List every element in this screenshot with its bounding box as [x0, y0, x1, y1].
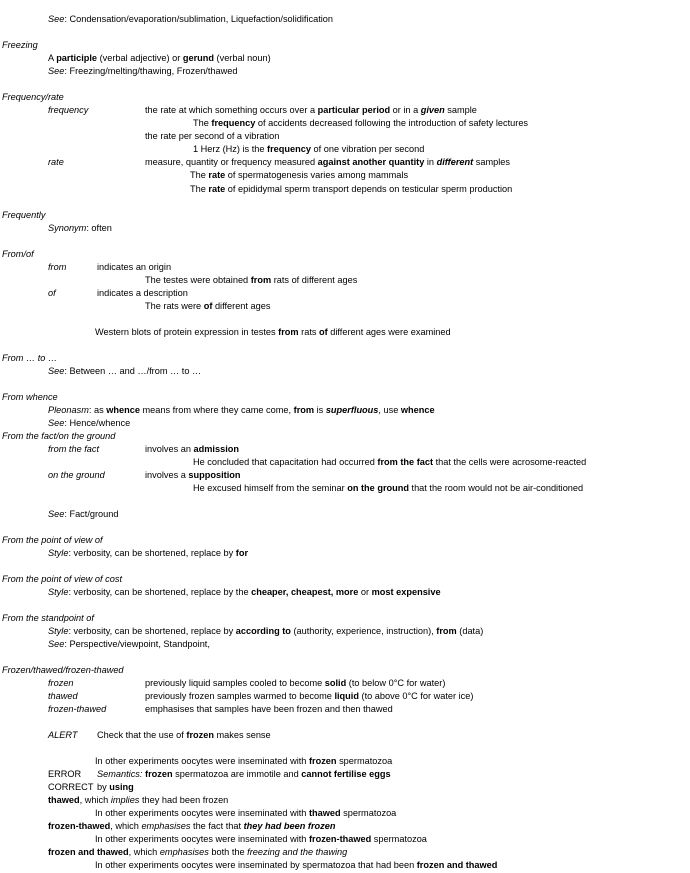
text-run: rats of different ages	[271, 275, 358, 285]
text-line	[145, 470, 240, 481]
text-run: Style	[48, 548, 69, 558]
text-line	[145, 691, 473, 702]
text-run: , use	[378, 405, 401, 415]
text-run: , which	[110, 821, 142, 831]
text-line	[2, 92, 64, 103]
text-run: against another quantity	[317, 157, 425, 167]
text-run: freezing and the thawing	[247, 847, 348, 857]
text-run: superfluous	[325, 405, 379, 415]
text-run: the rate per second of a vibration	[145, 131, 280, 141]
text-line	[48, 444, 99, 455]
text-run: : Fact/ground	[64, 509, 119, 519]
text-line	[48, 821, 335, 832]
text-run: cannot fertilise eggs	[301, 769, 391, 779]
text-run: spermatozoa	[336, 756, 393, 766]
text-run: spermatozoa are immotile and	[172, 769, 302, 779]
text-run: From … to …	[2, 353, 58, 363]
text-run: rats	[298, 327, 320, 337]
text-run: In other experiments oocytes were inseminated with	[95, 834, 309, 844]
text-run: previously liquid samples cooled to become	[145, 678, 325, 688]
text-line	[48, 795, 228, 806]
text-line	[145, 105, 477, 116]
text-line	[97, 730, 271, 741]
text-line	[193, 118, 528, 129]
text-run: from	[293, 405, 315, 415]
text-run: : Perspective/viewpoint, Standpoint,	[64, 639, 210, 649]
text-run: they had been frozen	[243, 821, 336, 831]
text-line	[48, 678, 74, 689]
text-run: Pleonasm	[48, 405, 89, 415]
text-run: , which	[79, 795, 111, 805]
text-line	[2, 613, 94, 624]
text-run: from the fact	[377, 457, 434, 467]
text-run: ERROR	[48, 769, 82, 779]
text-line	[48, 847, 347, 858]
text-run: indicates an origin	[97, 262, 172, 272]
text-run: different ages	[212, 301, 271, 311]
text-run: The	[190, 170, 209, 180]
text-run: Frequency/rate	[2, 92, 64, 102]
text-run: CORRECT	[48, 782, 94, 792]
text-run: The	[190, 184, 209, 194]
text-run: that the cells were acrosome-reacted	[433, 457, 587, 467]
text-run: involves an	[145, 444, 194, 454]
text-run: measure, quantity or frequency measured	[145, 157, 318, 167]
text-run: by	[97, 782, 110, 792]
text-line	[193, 144, 424, 155]
text-run: See	[48, 14, 65, 24]
text-run: : verbosity, can be shortened, replace by	[68, 548, 236, 558]
text-line	[2, 353, 57, 364]
text-run: different ages were examined	[327, 327, 451, 337]
text-run: sample	[444, 105, 477, 115]
text-line	[48, 626, 483, 637]
text-line	[145, 678, 445, 689]
text-run: particular period	[317, 105, 391, 115]
text-line	[145, 444, 239, 455]
text-line	[48, 509, 119, 520]
text-run: whence	[106, 405, 140, 415]
text-run: spermatozoa	[371, 834, 427, 844]
text-line	[48, 262, 66, 273]
text-run: different	[436, 157, 474, 167]
text-run: Semantics:	[97, 769, 143, 779]
text-line	[2, 665, 124, 676]
text-run: frozen and thawed	[48, 847, 129, 857]
text-run: emphasises	[141, 821, 191, 831]
text-run: frequency	[48, 105, 89, 115]
text-run: : often	[86, 223, 112, 233]
text-line	[145, 275, 357, 286]
text-run: solid	[324, 678, 347, 688]
text-run: ALERT	[48, 730, 78, 740]
text-line	[95, 860, 497, 871]
text-line	[48, 470, 105, 481]
text-run: From/of	[2, 249, 34, 259]
text-line	[97, 782, 134, 793]
text-run: frozen-thawed	[308, 834, 372, 844]
text-run: He excused himself from the seminar	[193, 483, 348, 493]
text-line	[95, 808, 396, 819]
text-line	[145, 157, 510, 168]
text-run: from	[436, 626, 457, 636]
text-line	[2, 392, 58, 403]
text-run: Western blots of protein expression in testes	[95, 327, 279, 337]
text-line	[48, 639, 210, 650]
text-line	[48, 105, 88, 116]
text-run: In other experiments oocytes were inseminated with	[95, 756, 309, 766]
text-run: or in a	[390, 105, 421, 115]
text-line	[190, 184, 512, 195]
text-run: A	[48, 53, 57, 63]
text-run: frozen-thawed	[48, 821, 111, 831]
text-run: : Hence/whence	[64, 418, 131, 428]
text-run: for	[235, 548, 249, 558]
text-line	[48, 288, 56, 299]
text-run: of epididymal sperm transport depends on testicular sperm production	[225, 184, 513, 194]
text-run: emphasises that samples have been frozen and then thawed	[145, 704, 393, 714]
text-run: on the ground	[48, 470, 105, 480]
text-run: frequency	[267, 144, 311, 154]
text-line	[2, 249, 34, 260]
text-run: the fact that	[190, 821, 244, 831]
text-run: thawed	[308, 808, 341, 818]
text-run: (to above 0°C for water ice)	[358, 691, 474, 701]
text-run: See	[48, 509, 65, 519]
text-run: the rate at which something occurs over a	[145, 105, 318, 115]
text-run: from	[278, 327, 299, 337]
text-run: From the standpoint of	[2, 613, 94, 623]
text-line	[97, 262, 171, 273]
text-line	[2, 210, 45, 221]
text-run: Synonym	[48, 223, 87, 233]
text-run: they had been frozen	[139, 795, 229, 805]
text-line	[97, 288, 188, 299]
text-run: frozen and thawed	[416, 860, 498, 870]
text-run: rate	[208, 170, 226, 180]
text-line	[48, 418, 130, 429]
text-line	[48, 157, 64, 168]
text-run: on the ground	[347, 483, 409, 493]
text-run: previously frozen samples warmed to become	[145, 691, 335, 701]
text-run: from	[250, 275, 272, 285]
text-run: participle	[56, 53, 98, 63]
text-run: rate	[48, 157, 64, 167]
text-run: indicates a description	[97, 288, 188, 298]
text-line	[48, 730, 77, 741]
text-line	[145, 131, 279, 142]
text-run: From the point of view of cost	[2, 574, 122, 584]
text-run: cheaper, cheapest, more	[251, 587, 359, 597]
text-line	[97, 769, 391, 780]
text-run: 1 Herz (Hz) is the	[193, 144, 268, 154]
text-run: He concluded that capacitation had occurred	[193, 457, 378, 467]
text-run: spermatozoa	[340, 808, 397, 818]
text-run: Frequently	[2, 210, 46, 220]
text-run: thawed	[48, 691, 78, 701]
text-run: means from where they came come,	[139, 405, 294, 415]
text-run: From the fact/on the ground	[2, 431, 116, 441]
text-run: is	[314, 405, 326, 415]
text-run: (verbal noun)	[213, 53, 271, 63]
text-line	[190, 170, 408, 181]
text-run: that the room would not be air-conditioned	[408, 483, 584, 493]
text-line	[48, 53, 271, 64]
text-run: most expensive	[371, 587, 441, 597]
text-line	[48, 587, 441, 598]
text-run: : Between … and …/from … to …	[64, 366, 202, 376]
text-line	[48, 223, 112, 234]
text-line	[48, 14, 333, 25]
text-run: frozen	[145, 769, 173, 779]
text-run: (verbal adjective) or	[97, 53, 183, 63]
text-run: gerund	[182, 53, 214, 63]
text-run: See	[48, 639, 65, 649]
text-line	[48, 704, 106, 715]
text-run: (to below 0°C for water)	[346, 678, 446, 688]
text-line	[48, 548, 248, 559]
text-run: In other experiments oocytes were inseminated with	[95, 808, 309, 818]
text-run: given	[420, 105, 445, 115]
text-run: See	[48, 66, 65, 76]
text-run: : Condensation/evaporation/sublimation, Liquefaction/solidification	[64, 14, 334, 24]
text-line	[2, 431, 115, 442]
text-run: (data)	[456, 626, 484, 636]
text-run: in	[424, 157, 437, 167]
text-run: Style	[48, 587, 69, 597]
text-run: From the point of view of	[2, 535, 103, 545]
text-line	[48, 405, 435, 416]
text-run: : as	[88, 405, 107, 415]
text-run: or	[358, 587, 372, 597]
text-run: admission	[193, 444, 239, 454]
text-run: See	[48, 418, 65, 428]
text-run: frequency	[211, 118, 256, 128]
text-run: emphasises	[159, 847, 209, 857]
text-run: samples	[473, 157, 510, 167]
text-run: frozen	[48, 678, 74, 688]
text-run: : Freezing/melting/thawing, Frozen/thawed	[64, 66, 238, 76]
text-run: See	[48, 366, 65, 376]
text-run: of accidents decreased following the introduction of safety lectures	[255, 118, 529, 128]
text-run: frozen	[308, 756, 337, 766]
text-run: of spermatogenesis varies among mammals	[225, 170, 409, 180]
text-run: : verbosity, can be shortened, replace by the	[68, 587, 252, 597]
text-run: thawed	[48, 795, 80, 805]
text-run: Style	[48, 626, 69, 636]
text-line	[48, 691, 78, 702]
text-run: rate	[208, 184, 226, 194]
text-line	[48, 782, 93, 793]
text-run: using	[109, 782, 134, 792]
text-line	[95, 327, 451, 338]
text-run: of	[319, 327, 328, 337]
text-run: involves a	[145, 470, 189, 480]
text-run: The rats were	[145, 301, 204, 311]
text-line	[95, 834, 427, 845]
text-run: of one vibration per second	[310, 144, 425, 154]
text-line	[193, 457, 586, 468]
text-run: (authority, experience, instruction),	[290, 626, 437, 636]
text-run: In other experiments oocytes were inseminated by spermatozoa that had been	[95, 860, 417, 870]
text-run: : verbosity, can be shortened, replace by	[68, 626, 236, 636]
text-line	[145, 301, 270, 312]
text-run: The testes were obtained	[145, 275, 251, 285]
text-run: Freezing	[2, 40, 38, 50]
text-line	[95, 756, 392, 767]
text-run: frozen-thawed	[48, 704, 107, 714]
text-run: , which	[128, 847, 160, 857]
text-line	[2, 535, 103, 546]
text-run: according to	[235, 626, 291, 636]
text-line	[48, 769, 81, 780]
text-run: From whence	[2, 392, 58, 402]
text-run: of	[203, 301, 213, 311]
text-run: from	[48, 262, 67, 272]
text-line	[48, 66, 237, 77]
text-line	[2, 40, 38, 51]
text-run: both the	[208, 847, 248, 857]
text-run: implies	[110, 795, 140, 805]
text-run: liquid	[334, 691, 359, 701]
text-run: whence	[400, 405, 435, 415]
text-run: The	[193, 118, 212, 128]
text-run: supposition	[188, 470, 241, 480]
text-run: Frozen/thawed/frozen-thawed	[2, 665, 124, 675]
text-run: Check that the use of	[97, 730, 187, 740]
text-run: frozen	[186, 730, 214, 740]
text-run: from the fact	[48, 444, 100, 454]
text-line	[48, 366, 201, 377]
text-line	[2, 574, 122, 585]
text-run: of	[48, 288, 56, 298]
text-run: makes sense	[213, 730, 271, 740]
text-line	[193, 483, 583, 494]
text-line	[145, 704, 393, 715]
